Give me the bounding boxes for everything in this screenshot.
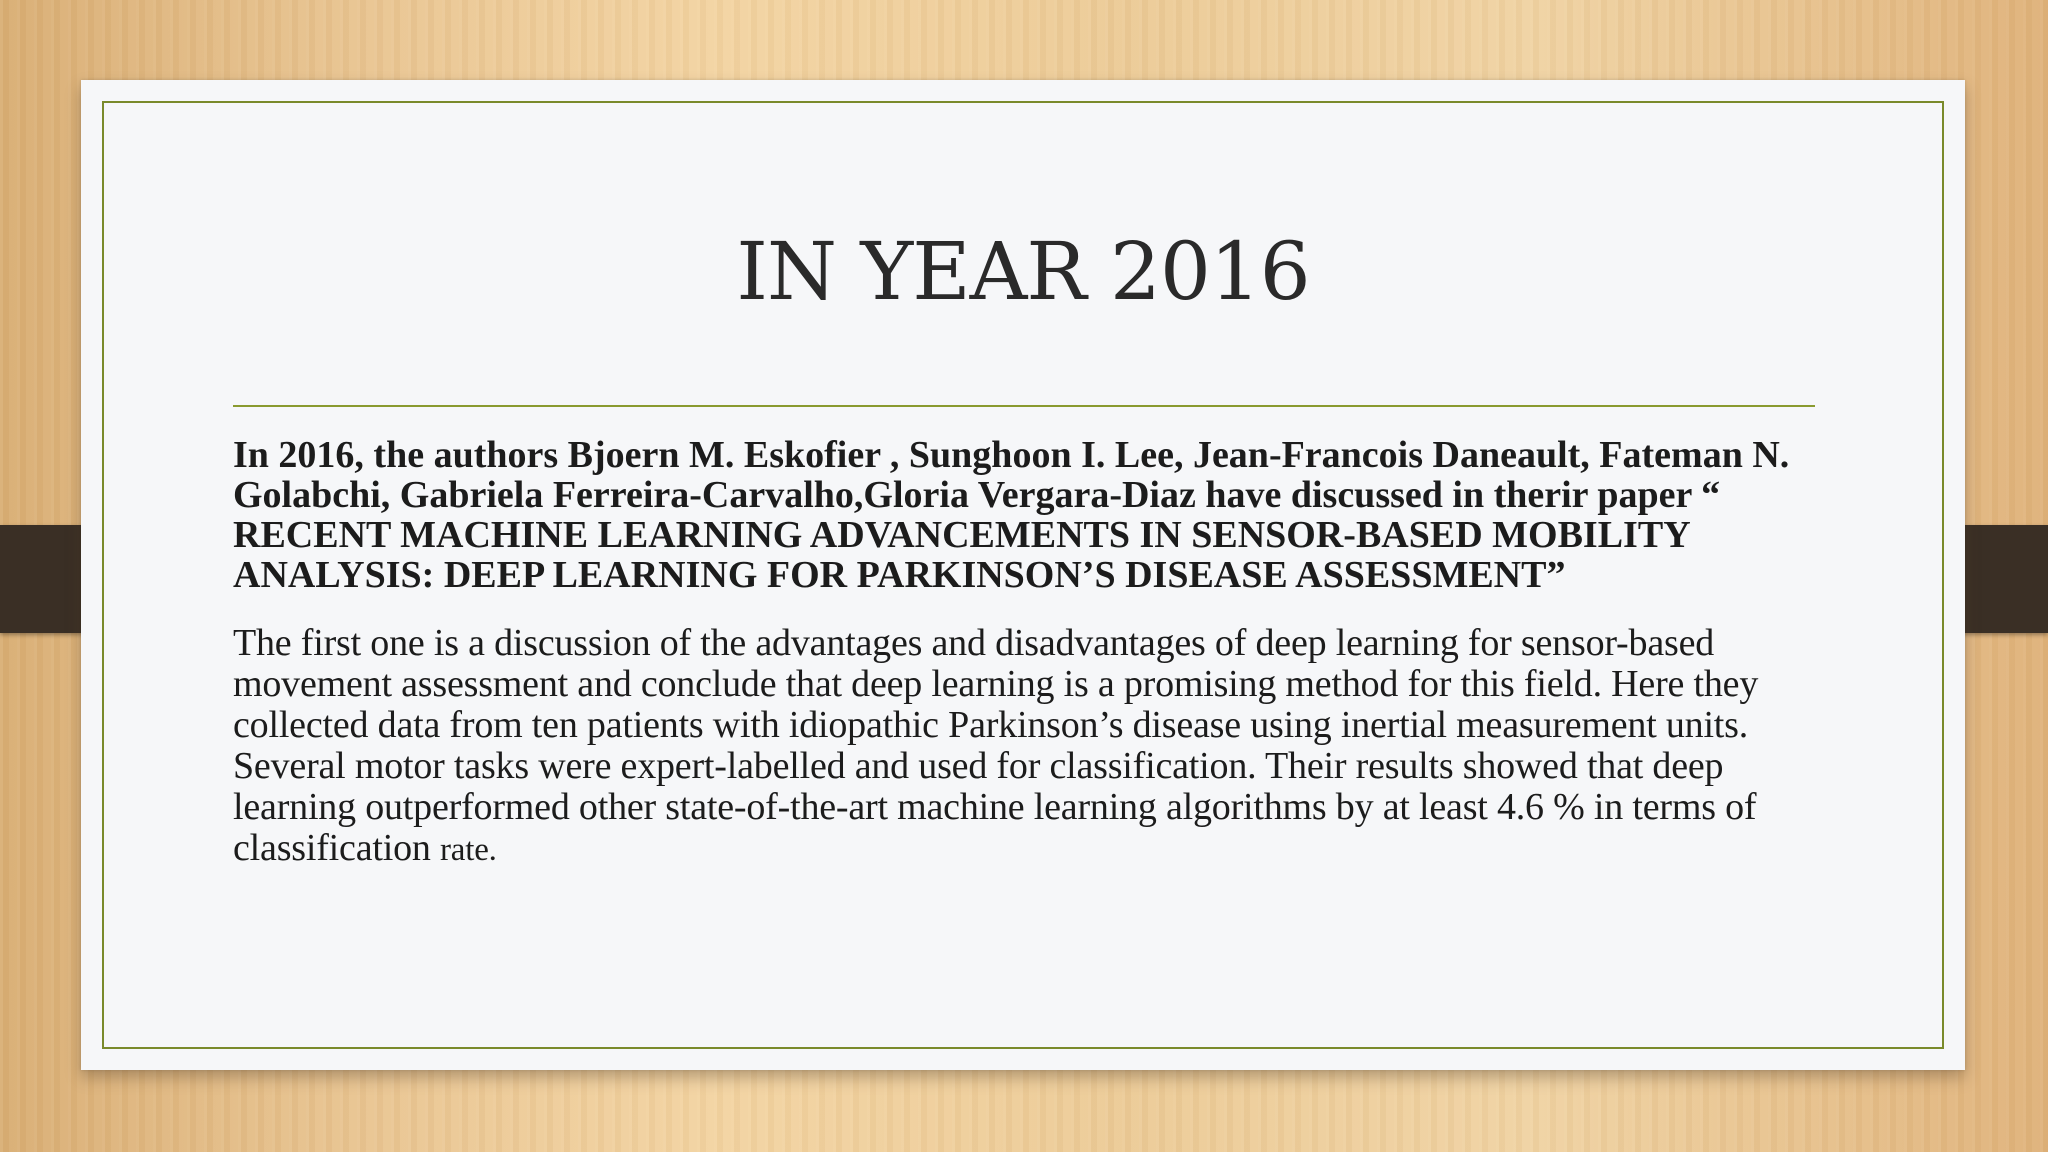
summary-end-text: rate.	[439, 832, 497, 868]
slide-title: IN YEAR 2016	[736, 225, 1310, 318]
summary-paragraph	[233, 623, 1823, 871]
title-divider	[233, 405, 1815, 407]
slide-content	[233, 435, 1823, 871]
summary-text: The first one is a discussion of the advantages and disadvantages of deep learning for sensor-based movement assessment and conclude that deep learning is a promising method for this field. Here they collected data from ten patients with idiopathic Parkinson’s disease using inertial measurement units. Several motor tasks were expert-labelled and used for classification. Their results showed that deep learning outperformed other state-of-the-art machine learning algorithms by at least 4.6 % in terms of classification	[233, 622, 1759, 869]
slide-card	[81, 80, 1965, 1070]
authors-paragraph: In 2016, the authors Bjoern M. Eskofier , Sunghoon I. Lee, Jean-Francois Daneault, Fateman N. Golabchi, Gabriela Ferreira-Carvalho,Gloria Vergara-Diaz have discussed in therir paper “ RECENT MACHINE LEARNING ADVANCEMENTS IN SENSOR-BASED MOBILITY ANALYSIS: DEEP LEARNING FOR PARKINSON’S DISEASE ASSESSMENT”	[233, 434, 1790, 596]
